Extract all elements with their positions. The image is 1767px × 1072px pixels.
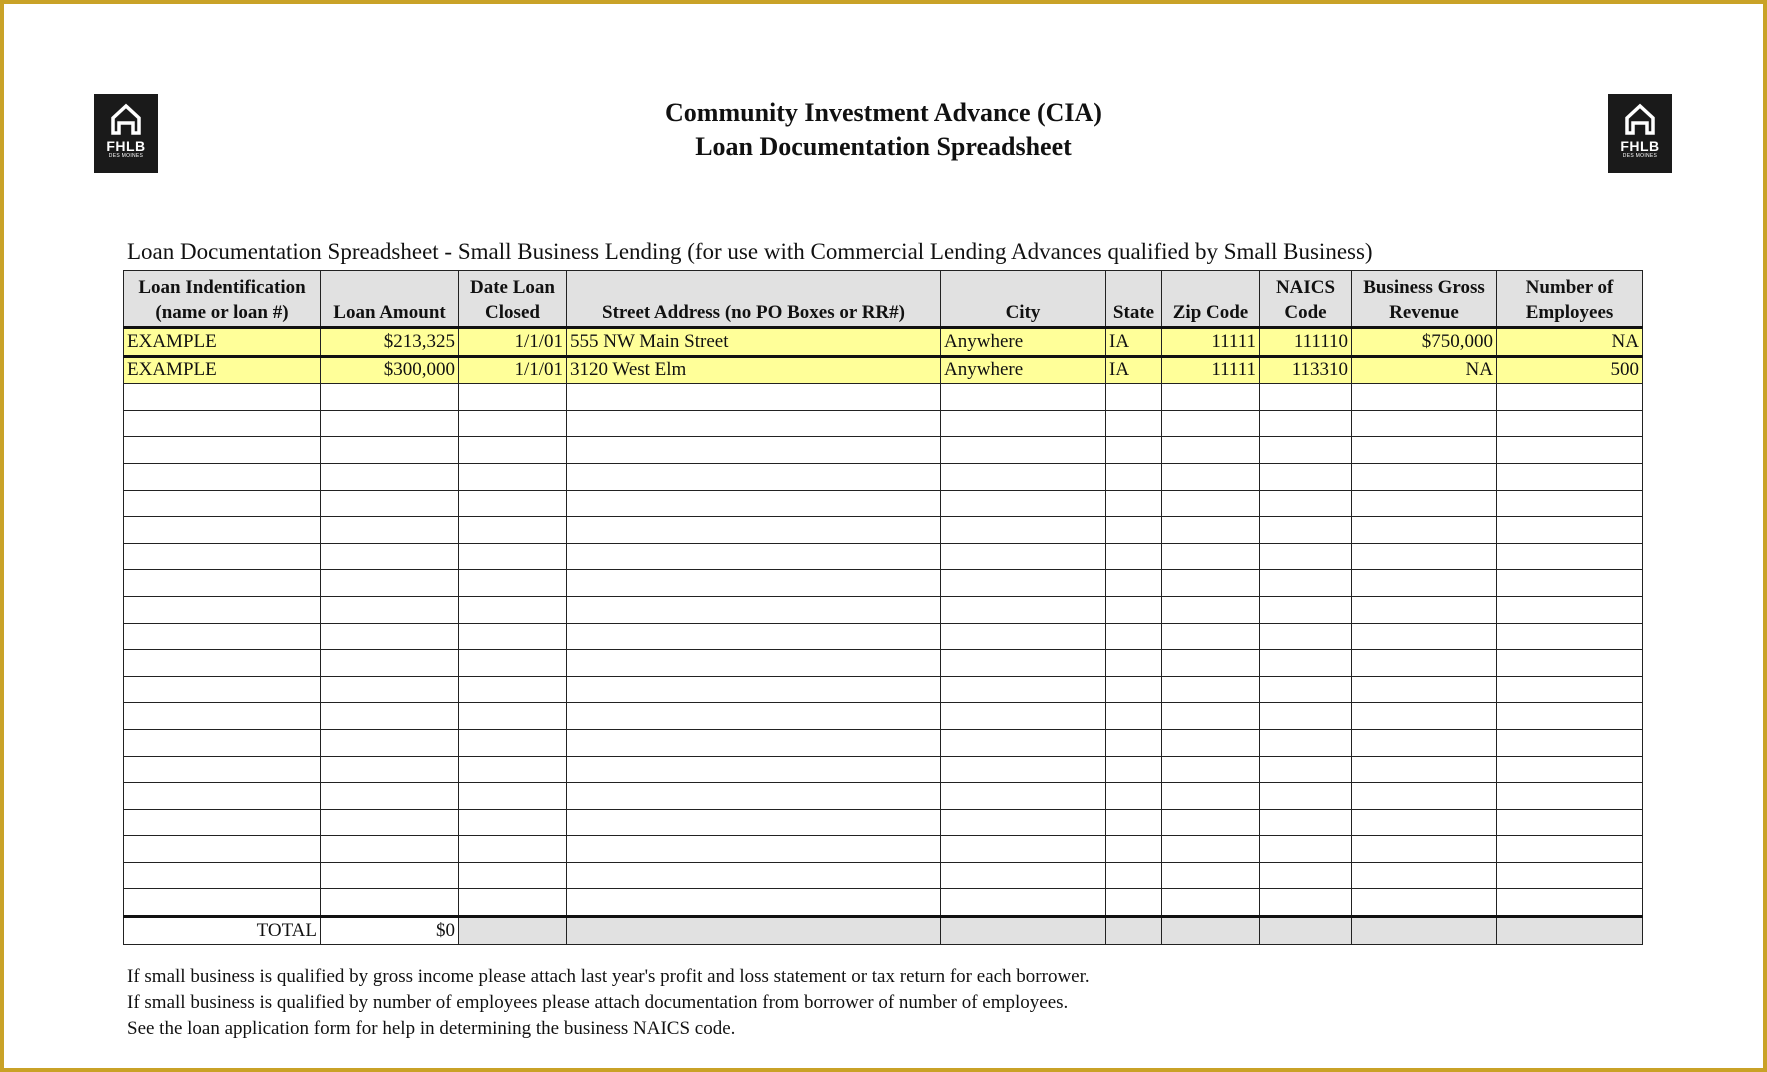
empty-row [124,543,1643,570]
table-cell[interactable] [1260,729,1352,756]
table-cell[interactable] [459,729,567,756]
table-cell[interactable] [459,676,567,703]
table-cell[interactable] [941,490,1106,517]
table-cell[interactable] [1162,836,1260,863]
empty-row [124,490,1643,517]
table-cell[interactable]: $300,000 [321,356,459,384]
table-cell[interactable] [459,437,567,464]
table-cell[interactable] [1260,623,1352,650]
table-cell[interactable] [1106,570,1162,597]
empty-row [124,809,1643,836]
table-cell[interactable] [321,809,459,836]
table-cell[interactable] [124,703,321,730]
table-cell[interactable] [1162,676,1260,703]
table-cell[interactable] [1352,729,1497,756]
example-row [124,356,1643,384]
table-cell[interactable] [124,517,321,544]
table-cell[interactable] [459,463,567,490]
table-cell[interactable]: 3120 West Elm [567,356,941,384]
table-cell[interactable] [567,836,941,863]
table-cell[interactable]: 1/1/01 [459,328,567,357]
table-cell[interactable]: NA [1497,328,1643,357]
table-cell[interactable] [124,756,321,783]
table-cell[interactable] [1162,596,1260,623]
table-cell[interactable] [567,384,941,411]
table-cell[interactable] [321,650,459,677]
empty-row [124,570,1643,597]
table-cell[interactable] [941,862,1106,889]
table-cell[interactable] [567,490,941,517]
empty-row [124,703,1643,730]
table-cell[interactable] [1106,703,1162,730]
table-cell[interactable]: 11111 [1162,328,1260,357]
table-cell[interactable] [567,463,941,490]
empty-row [124,862,1643,889]
table-cell[interactable] [1497,729,1643,756]
col-header: Loan Amount [321,271,459,328]
table-cell[interactable] [941,729,1106,756]
empty-row [124,437,1643,464]
table-cell[interactable] [124,384,321,411]
table-cell[interactable] [941,756,1106,783]
table-cell[interactable] [1106,729,1162,756]
table-cell[interactable] [1497,836,1643,863]
table-cell[interactable] [941,676,1106,703]
table-cell[interactable] [459,836,567,863]
table-cell[interactable] [124,729,321,756]
table-cell[interactable] [1352,517,1497,544]
table-cell[interactable] [1106,809,1162,836]
table-cell[interactable] [321,490,459,517]
col-header: Business Gross Revenue [1352,271,1497,328]
table-cell[interactable] [321,463,459,490]
footnote: See the loan application form for help in determining the business NAICS code. [127,1018,736,1039]
table-cell[interactable] [124,437,321,464]
title-line-2: Loan Documentation Spreadsheet [695,132,1072,161]
table-cell[interactable] [459,703,567,730]
table-cell[interactable] [941,437,1106,464]
table-cell[interactable] [941,809,1106,836]
table-cell[interactable] [1352,410,1497,437]
table-cell[interactable] [1162,410,1260,437]
table-cell[interactable] [1352,756,1497,783]
table-cell[interactable] [459,384,567,411]
table-cell[interactable] [321,384,459,411]
col-header: Zip Code [1162,271,1260,328]
table-cell[interactable] [567,703,941,730]
table-cell[interactable] [321,676,459,703]
page-title [0,96,1767,164]
table-cell[interactable] [1497,570,1643,597]
table-cell[interactable] [941,517,1106,544]
table-cell[interactable] [567,889,941,917]
table-cell[interactable]: $750,000 [1352,328,1497,357]
table-cell[interactable]: IA [1106,356,1162,384]
table-cell[interactable] [567,623,941,650]
total-blank-cell [1352,917,1497,945]
logo-text: FHLB [1620,138,1660,154]
table-cell[interactable] [1260,889,1352,917]
empty-row [124,889,1643,917]
table-cell[interactable] [1106,623,1162,650]
table-cell[interactable] [567,517,941,544]
table-cell[interactable] [1260,676,1352,703]
table-cell[interactable] [1106,836,1162,863]
table-cell[interactable] [1162,384,1260,411]
table-cell[interactable] [459,410,567,437]
logo-subtext: DES MOINES [108,153,144,159]
table-cell[interactable]: 113310 [1260,356,1352,384]
table-cell[interactable] [321,862,459,889]
table-cell[interactable] [1497,650,1643,677]
table-cell[interactable] [1260,703,1352,730]
table-cell[interactable] [1162,703,1260,730]
total-blank-cell [567,917,941,945]
table-cell[interactable] [567,862,941,889]
logo-subtext: DES MOINES [1622,153,1658,159]
table-cell[interactable] [1260,410,1352,437]
table-cell[interactable]: 11111 [1162,356,1260,384]
table-cell[interactable] [1260,596,1352,623]
table-cell[interactable] [1352,490,1497,517]
table-cell[interactable] [1106,676,1162,703]
table-cell[interactable] [321,783,459,810]
table-cell[interactable] [1497,437,1643,464]
table-cell[interactable] [459,650,567,677]
col-header: State [1106,271,1162,328]
total-blank-cell [941,917,1106,945]
table-cell[interactable] [1352,596,1497,623]
table-cell[interactable] [941,410,1106,437]
empty-row [124,676,1643,703]
empty-row [124,836,1643,863]
table-cell[interactable] [459,889,567,917]
table-cell[interactable] [1162,463,1260,490]
table-cell[interactable] [941,384,1106,411]
table-cell[interactable] [1497,862,1643,889]
table-cell[interactable] [941,783,1106,810]
table-cell[interactable] [1260,463,1352,490]
table-cell[interactable] [567,543,941,570]
table-cell[interactable] [1260,437,1352,464]
table-cell[interactable] [1352,623,1497,650]
table-cell[interactable] [1497,543,1643,570]
total-label: TOTAL [124,917,321,945]
table-cell[interactable] [941,596,1106,623]
table-cell[interactable] [459,543,567,570]
table-cell[interactable] [1106,543,1162,570]
table-cell[interactable] [1162,889,1260,917]
col-header: NAICS Code [1260,271,1352,328]
table-cell[interactable] [1497,384,1643,411]
table-cell[interactable] [321,836,459,863]
table-cell[interactable] [124,463,321,490]
table-cell[interactable]: Anywhere [941,328,1106,357]
empty-row [124,463,1643,490]
table-cell[interactable] [321,517,459,544]
table-cell[interactable] [1106,463,1162,490]
col-header: Number of Employees [1497,271,1643,328]
loan-table [123,270,1643,945]
table-cell[interactable] [1162,809,1260,836]
table-cell[interactable] [1497,517,1643,544]
table-cell[interactable] [1162,650,1260,677]
table-cell[interactable] [124,570,321,597]
table-cell[interactable] [1352,889,1497,917]
table-cell[interactable] [567,410,941,437]
table-cell[interactable] [1260,783,1352,810]
table-cell[interactable]: IA [1106,328,1162,357]
table-cell[interactable] [321,703,459,730]
table-cell[interactable] [941,543,1106,570]
table-cell[interactable] [1260,570,1352,597]
table-cell[interactable] [1497,410,1643,437]
footnote: If small business is qualified by gross income please attach last year's profit and loss statement or tax return for each borrower. [127,966,1090,987]
table-cell[interactable] [1260,384,1352,411]
table-cell[interactable] [459,623,567,650]
table-cell[interactable] [567,596,941,623]
col-header: City [941,271,1106,328]
table-cell[interactable]: $213,325 [321,328,459,357]
table-cell[interactable]: EXAMPLE [124,328,321,357]
table-header-row [124,271,1643,328]
table-cell[interactable] [1352,676,1497,703]
table-cell[interactable] [1352,650,1497,677]
table-cell[interactable]: 1/1/01 [459,356,567,384]
table-cell[interactable] [1260,836,1352,863]
table-cell[interactable]: NA [1352,356,1497,384]
empty-row [124,410,1643,437]
table-cell[interactable] [124,889,321,917]
table-cell[interactable] [321,756,459,783]
total-blank-cell [459,917,567,945]
table-cell[interactable] [124,596,321,623]
empty-row [124,783,1643,810]
table-cell[interactable] [1260,809,1352,836]
table-cell[interactable] [1497,490,1643,517]
table-cell[interactable] [1260,517,1352,544]
table-cell[interactable] [459,809,567,836]
table-cell[interactable] [1106,650,1162,677]
table-cell[interactable] [941,650,1106,677]
table-cell[interactable] [1162,756,1260,783]
table-cell[interactable] [1162,570,1260,597]
table-cell[interactable] [1497,889,1643,917]
table-cell[interactable]: 555 NW Main Street [567,328,941,357]
table-cell[interactable] [321,410,459,437]
table-cell[interactable] [941,463,1106,490]
total-blank-cell [1162,917,1260,945]
table-cell[interactable] [459,783,567,810]
table-cell[interactable] [124,490,321,517]
table-cell[interactable] [1497,463,1643,490]
example-row [124,328,1643,357]
table-cell[interactable] [941,623,1106,650]
col-header: Loan Indentification (name or loan #) [124,271,321,328]
table-cell[interactable] [1352,809,1497,836]
table-cell[interactable] [321,437,459,464]
table-cell[interactable] [459,490,567,517]
table-cell[interactable] [1352,570,1497,597]
table-cell[interactable] [1497,623,1643,650]
total-row [124,917,1643,945]
table-cell[interactable] [1106,783,1162,810]
table-cell[interactable] [124,809,321,836]
table-cell[interactable] [459,570,567,597]
table-cell[interactable] [1352,703,1497,730]
table-cell[interactable] [459,756,567,783]
table-cell[interactable] [124,410,321,437]
col-header: Date Loan Closed [459,271,567,328]
table-cell[interactable] [1352,384,1497,411]
title-line-1: Community Investment Advance (CIA) [665,98,1102,127]
table-cell[interactable] [1162,490,1260,517]
table-cell[interactable] [1497,596,1643,623]
table-cell[interactable] [1106,384,1162,411]
table-cell[interactable] [321,729,459,756]
footnote: If small business is qualified by number of employees please attach documentation from borrower of number of employees. [127,992,1069,1013]
table-cell[interactable] [124,623,321,650]
table-cell[interactable] [567,809,941,836]
table-cell[interactable] [941,836,1106,863]
total-blank-cell [1260,917,1352,945]
table-cell[interactable]: EXAMPLE [124,356,321,384]
table-cell[interactable] [1497,756,1643,783]
table-cell[interactable] [1352,463,1497,490]
table-cell[interactable] [567,650,941,677]
total-blank-cell [1497,917,1643,945]
total-amount: $0 [321,917,459,945]
table-cell[interactable] [1106,410,1162,437]
empty-row [124,729,1643,756]
logo-text: FHLB [106,138,146,154]
table-caption: Loan Documentation Spreadsheet - Small Business Lending (for use with Commercial Lending Advances qualified by Small Business) [127,239,1373,264]
table-cell[interactable] [1260,543,1352,570]
table-cell[interactable] [567,756,941,783]
empty-row [124,623,1643,650]
table-cell[interactable] [1352,437,1497,464]
table-cell[interactable] [1260,756,1352,783]
table-cell[interactable] [1352,783,1497,810]
table-cell[interactable] [1162,517,1260,544]
table-cell[interactable] [124,676,321,703]
empty-row [124,650,1643,677]
table-cell[interactable] [1106,517,1162,544]
table-cell[interactable] [1162,783,1260,810]
table-cell[interactable] [1106,596,1162,623]
table-cell[interactable] [459,862,567,889]
table-cell[interactable] [321,623,459,650]
table-cell[interactable]: 500 [1497,356,1643,384]
table-cell[interactable] [1162,437,1260,464]
table-cell[interactable] [459,596,567,623]
empty-row [124,596,1643,623]
table-cell[interactable] [321,543,459,570]
table-cell[interactable] [1352,543,1497,570]
table-cell[interactable] [1106,889,1162,917]
table-cell[interactable] [1106,490,1162,517]
empty-row [124,517,1643,544]
table-cell[interactable] [567,783,941,810]
table-cell[interactable] [124,862,321,889]
table-cell[interactable] [1260,490,1352,517]
table-cell[interactable] [321,596,459,623]
table-cell[interactable] [1352,862,1497,889]
empty-row [124,384,1643,411]
table-cell[interactable] [1497,676,1643,703]
table-cell[interactable] [124,650,321,677]
table-cell[interactable] [567,729,941,756]
table-cell[interactable] [1106,756,1162,783]
table-cell[interactable] [1106,437,1162,464]
table-cell[interactable] [941,889,1106,917]
table-cell[interactable] [1162,729,1260,756]
table-cell[interactable] [1162,623,1260,650]
table-cell[interactable] [1497,783,1643,810]
table-cell[interactable] [941,570,1106,597]
total-blank-cell [1106,917,1162,945]
table-cell[interactable] [1106,862,1162,889]
table-cell[interactable] [567,570,941,597]
table-cell[interactable] [459,517,567,544]
table-cell[interactable]: 111110 [1260,328,1352,357]
table-cell[interactable] [1497,703,1643,730]
table-cell[interactable] [124,783,321,810]
empty-row [124,756,1643,783]
table-cell[interactable] [321,889,459,917]
col-header: Street Address (no PO Boxes or RR#) [567,271,941,328]
footnotes [127,964,1090,1042]
table-cell[interactable] [1260,650,1352,677]
table-cell[interactable] [1162,862,1260,889]
table-cell[interactable] [1497,809,1643,836]
table-cell[interactable] [124,543,321,570]
table-cell[interactable] [567,437,941,464]
table-cell[interactable] [1260,862,1352,889]
table-cell[interactable] [124,836,321,863]
table-cell[interactable]: Anywhere [941,356,1106,384]
table-cell[interactable] [321,570,459,597]
table-cell[interactable] [1352,836,1497,863]
table-cell[interactable] [941,703,1106,730]
table-cell[interactable] [567,676,941,703]
table-cell[interactable] [1162,543,1260,570]
